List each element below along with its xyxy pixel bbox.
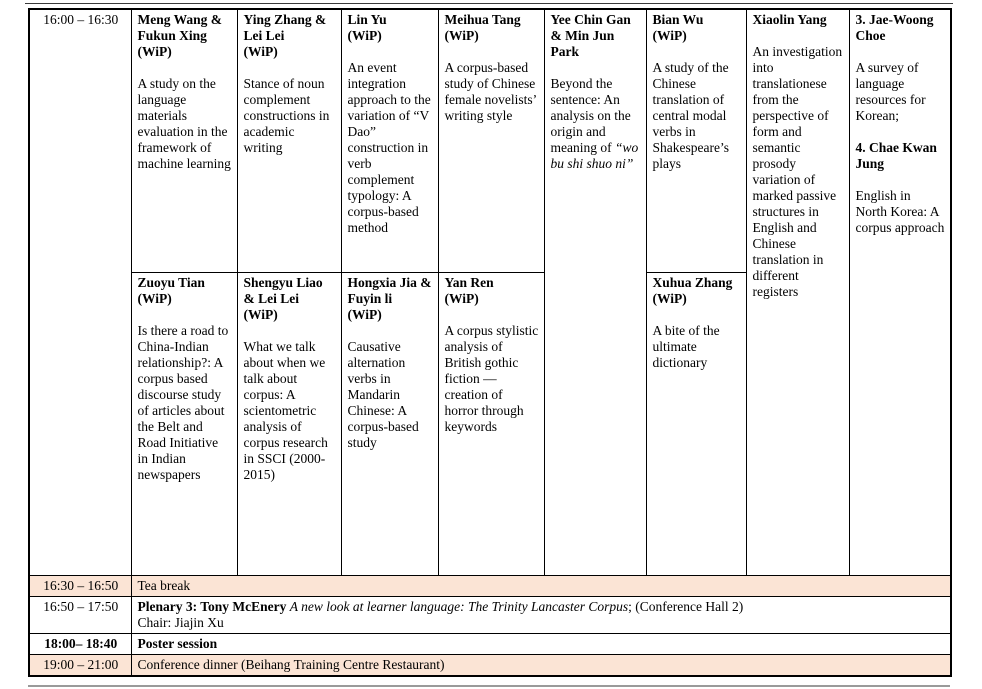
authors: Shengyu Liao & Lei Lei <box>243 274 323 306</box>
poster-title-3: A survey of language resources for Korean; <box>855 60 926 123</box>
authors: Lin Yu <box>347 12 387 27</box>
plenary-location: ; (Conference Hall 2) <box>628 598 744 614</box>
paper-title: An investigation into translationese from the perspective of form and semantic prosody variation of marked passive structures in English and Chinese translation in different registers <box>752 44 843 299</box>
poster-author-4: 4. Chae Kwan Jung <box>855 140 937 171</box>
session-cell-meng-wang <box>131 9 237 272</box>
wip-tag: (WiP) <box>444 290 479 306</box>
authors: Ying Zhang & Lei Lei <box>243 12 327 43</box>
time-cell-plenary: 16:50 – 17:50 <box>29 596 131 633</box>
paper-title: Is there a road to China-Indian relationship?: A corpus based discourse study of articles about the Belt and Road Initiative in Indian newspapers <box>137 322 229 482</box>
authors: Meihua Tang <box>444 12 521 27</box>
time-cell-poster-session: 18:00– 18:40 <box>29 633 131 654</box>
tea-break-label: Tea break <box>131 575 951 596</box>
plenary-talk-title: A new look at learner language: The Trinity Lancaster Corpus <box>289 598 629 614</box>
paper-title: Stance of noun complement constructions in academic writing <box>243 76 330 155</box>
session-cell-hongxia-jia <box>341 272 438 575</box>
session-cell-meihua-tang <box>438 9 544 272</box>
authors: Xuhua Zhang <box>652 274 733 290</box>
paper-title: An event integration approach to the variation of “V Dao” construction in verb complement typology: A corpus-based method <box>347 60 431 235</box>
plenary-speaker: Plenary 3: Tony McEnery <box>137 598 290 614</box>
wip-tag: (WiP) <box>347 306 382 322</box>
session-cell-ying-zhang <box>237 9 341 272</box>
poster-author-3: 3. Jae-Woong Choe <box>855 12 934 43</box>
poster-session-row <box>29 633 951 654</box>
poster-title-4: English in North Korea: A corpus approach <box>855 188 945 235</box>
paper-title: A bite of the ultimate dictionary <box>652 322 720 370</box>
paper-title: A corpus stylistic analysis of British gothic fiction — creation of horror through keywords <box>444 322 539 434</box>
page-bottom-rule <box>28 685 950 687</box>
wip-tag: (WiP) <box>243 306 278 322</box>
wip-tag: (WiP) <box>347 28 382 43</box>
wip-tag: (WiP) <box>243 44 278 59</box>
authors: Yan Ren <box>444 274 494 290</box>
session-cell-yee-chin-gan <box>544 9 646 575</box>
paper-title-phrase-italic: “wo bu shi shuo ni” <box>550 140 639 171</box>
authors: Zuoyu Tian <box>137 274 205 290</box>
time-cell-session <box>29 9 131 575</box>
paper-title: Causative alternation verbs in Mandarin Chinese: A corpus-based study <box>347 338 419 450</box>
plenary-row <box>29 596 951 633</box>
plenary-title-line <box>138 599 946 615</box>
paper-title: A study of the Chinese translation of central modal verbs in Shakespeare’s plays <box>652 60 729 171</box>
session-cell-shengyu-liao <box>237 272 341 575</box>
session-cell-xiaolin-yang <box>746 9 849 575</box>
wip-tag: (WiP) <box>652 290 687 306</box>
session-cell-zuoyu-tian <box>131 272 237 575</box>
session-cell-lin-yu <box>341 9 438 272</box>
time-cell-dinner: 19:00 – 21:00 <box>29 654 131 676</box>
wip-tag: (WiP) <box>652 28 687 43</box>
plenary-chair-line: Chair: Jiajin Xu <box>137 614 224 630</box>
authors: Bian Wu <box>652 12 704 27</box>
conference-schedule-table <box>28 8 952 677</box>
authors: Xiaolin Yang <box>752 12 827 27</box>
time-cell-tea-break: 16:30 – 16:50 <box>29 575 131 596</box>
wip-tag: (WiP) <box>444 28 479 43</box>
paper-title: A study on the language materials evaluation in the framework of machine learning <box>137 76 231 171</box>
authors: Meng Wang & Fukun Xing <box>137 12 223 43</box>
session-cell-bian-wu <box>646 9 746 272</box>
paper-title <box>551 76 641 172</box>
plenary-cell <box>131 596 951 633</box>
paper-title-text: Beyond the sentence: An analysis on the origin and meaning of <box>550 76 631 155</box>
previous-row-border-line <box>25 3 953 4</box>
time-label: 16:00 – 16:30 <box>43 12 119 27</box>
conference-dinner-row <box>29 654 951 676</box>
session-cell-xuhua-zhang <box>646 272 746 575</box>
paper-title: A corpus-based study of Chinese female novelists’ writing style <box>444 60 537 123</box>
session-cell-poster-list <box>849 9 951 575</box>
authors: Hongxia Jia & Fuyin li <box>347 274 432 306</box>
wip-tag: (WiP) <box>137 44 172 59</box>
authors: Yee Chin Gan & Min Jun Park <box>550 12 631 59</box>
session-row-top <box>29 9 951 272</box>
wip-tag: (WiP) <box>137 290 172 306</box>
poster-session-label: Poster session <box>131 633 951 654</box>
tea-break-row <box>29 575 951 596</box>
paper-title: What we talk about when we talk about corpus: A scientometric analysis of corpus research in SSCI (2000-2015) <box>243 338 328 482</box>
session-cell-yan-ren <box>438 272 544 575</box>
conference-dinner-label: Conference dinner (Beihang Training Centre Restaurant) <box>131 654 951 676</box>
